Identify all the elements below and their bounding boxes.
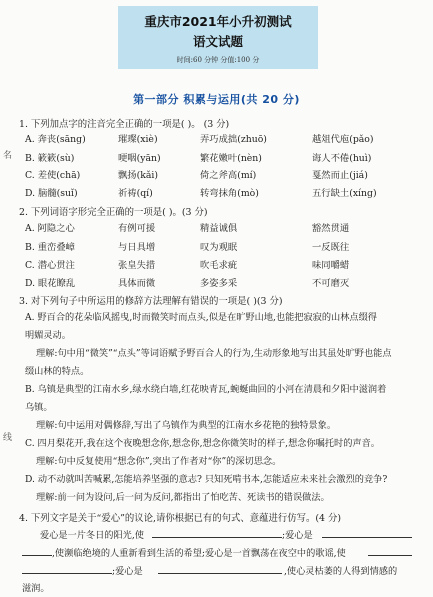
q1-option-cell: 繁花嫩叶(nèn) <box>200 153 262 164</box>
q3-option-d: D. 动不动就叫苦喊累,怎能培养坚强的意志? 只知死啃书本,怎能适应未来社会激烈的竞争? <box>25 474 388 485</box>
q2-option-cell: 吹毛求疵 <box>200 260 238 271</box>
q1-option-cell: 诲人不倦(huì) <box>312 153 372 164</box>
q3-option-a-cont: 明媚灵动。 <box>25 330 71 341</box>
question-3-stem: 3. 对下列句子中所运用的修辞方法理解有错误的一项是( )(3 分) <box>19 296 283 307</box>
exam-subtitle: 语文试题 <box>192 34 243 49</box>
q1-option-cell: 越俎代庖(pǎo) <box>312 134 374 145</box>
q1-option-cell: C. 差使(chā) <box>25 170 81 181</box>
q4-line-2: ,使濒临绝境的人重新看到生活的希望;爱心是一首飘荡在夜空中的歌谣,使 <box>52 548 346 559</box>
q2-option-cell: 一反既往 <box>312 242 350 253</box>
part-title: 第一部分 积累与运用(共 20 分) <box>133 93 300 106</box>
exam-header <box>118 6 318 69</box>
q2-option-cell: 不可磨灭 <box>312 278 350 289</box>
q1-option-cell: 璀璨(xiè) <box>118 134 158 145</box>
exam-info: 时间:60 分钟 分值:100 分 <box>176 56 260 64</box>
q3-explanation: 理解:句中运用对偶修辞,写出了乌镇作为典型的江南水乡花艳的独特景象。 <box>36 420 337 431</box>
q2-option-cell: 与日具增 <box>118 242 156 253</box>
exam-title: 重庆市2021年小升初测试 <box>144 14 292 29</box>
q3-explanation: 理解:句中反复使用“想念你”,突出了作者对“你”的深切思念。 <box>36 456 282 467</box>
q2-option-cell: D. 眼花瞭乱 <box>25 278 76 289</box>
answer-blank[interactable] <box>158 573 282 574</box>
q3-option-b: B. 乌镇是典型的江南水乡,绿水绕白墙,红花映青瓦,蜿蜒曲回的小河在清晨和夕阳中滋润着 <box>25 384 387 395</box>
q3-explanation: 理解:句中用“微笑”“点头”等词语赋予野百合人的行为,生动形象地写出其虽处旷野也能点 <box>36 348 392 359</box>
q3-option-b-cont: 乌镇。 <box>25 402 53 413</box>
side-margin-mark: 线 <box>3 433 13 443</box>
answer-blank[interactable] <box>22 573 112 574</box>
q1-option-cell: 弄巧成拙(zhuō) <box>200 134 267 145</box>
q4-line-1-a: 爱心是一片冬日的阳光,使 <box>40 530 144 541</box>
q2-option-cell: 张皇失措 <box>118 260 156 271</box>
question-4-stem: 4. 下列文字是关于“爱心”的议论,请你根据已有的句式、意蕴进行仿写。(4 分) <box>19 513 342 524</box>
answer-blank[interactable] <box>322 537 412 538</box>
q1-option-cell: 哽咽(yān) <box>118 153 161 164</box>
q2-option-cell: 豁然贯通 <box>312 223 350 234</box>
q2-option-cell: 多姿多采 <box>200 278 238 289</box>
q2-option-cell: 味同嚼蜡 <box>312 260 350 271</box>
answer-blank[interactable] <box>368 555 412 556</box>
question-1-stem: 1. 下列加点字的注音完全正确的一项是( )。 (3 分) <box>19 119 230 130</box>
answer-blank[interactable] <box>22 555 52 556</box>
q4-line-1-b: ;爱心是 <box>282 530 313 541</box>
q1-option-cell: D. 脑髓(suǐ) <box>25 188 78 199</box>
q2-option-cell: 具体而微 <box>118 278 156 289</box>
q1-option-cell: 祈祷(qí) <box>118 188 153 199</box>
q2-option-cell: 叹为观眠 <box>200 242 238 253</box>
q3-option-a: A. 野百合的花朵临风摇曳,时而微笑时而点头,似是在旷野山地,也能把寂寂的山林点缀得 <box>25 312 377 323</box>
q2-option-cell: 精益诚俱 <box>200 223 238 234</box>
q4-line-3-a: ;爱心是 <box>112 566 143 577</box>
q3-explanation: 理解:前一问为设问,后一问为反问,都指出了怕吃苦、死读书的错误做法。 <box>36 492 330 503</box>
q2-option-cell: A. 阿隐之心 <box>25 223 75 234</box>
q4-line-4: 滋润。 <box>22 583 50 594</box>
q1-option-cell: 转弯抹角(mò) <box>200 188 259 199</box>
q1-option-cell: 戛然而止(jiá) <box>312 170 368 181</box>
answer-blank[interactable] <box>152 537 282 538</box>
q1-option-cell: 倚之斧高(mí) <box>200 170 257 181</box>
q1-option-cell: 飘扬(kǎi) <box>118 170 158 181</box>
q3-option-c: C. 四月梨花开,我在这个夜晚想念你,想念你,想念你微笑时的样子,想念你嘱托时的声音。 <box>25 438 380 449</box>
q1-option-cell: B. 簌簌(sù) <box>25 153 75 164</box>
q2-option-cell: C. 潜心贯注 <box>25 260 75 271</box>
q4-line-3-b: ,使心灵枯萎的人得到情感的 <box>284 566 398 577</box>
side-margin-mark: 名 <box>3 151 13 161</box>
q1-option-cell: A. 奔丧(sāng) <box>25 134 86 145</box>
question-2-stem: 2. 下列词语字形完全正确的一项是( )。(3 分) <box>19 207 208 218</box>
q1-option-cell: 五行缺土(xíng) <box>312 188 377 199</box>
q2-option-cell: B. 重峦叠嶂 <box>25 242 75 253</box>
q2-option-cell: 有例可援 <box>118 223 156 234</box>
q3-explanation-cont: 缀山林的特点。 <box>25 366 90 377</box>
